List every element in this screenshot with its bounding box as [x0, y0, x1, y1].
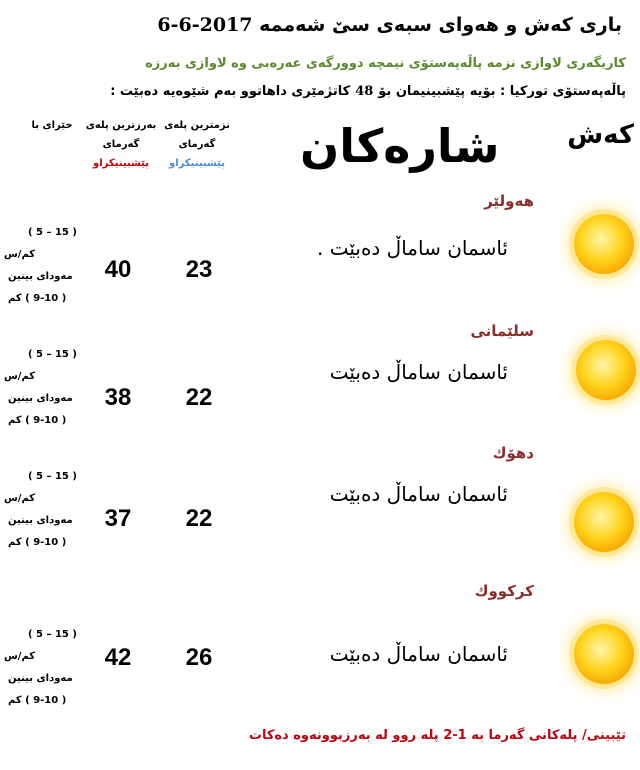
wind-range: ( 5 – 15 ) — [28, 471, 77, 482]
condition-text: ئاسمان ساماڵ دەبێت — [329, 482, 508, 506]
condition-text: ئاسمان ساماڵ دەبێت . — [316, 236, 508, 260]
header-min-line3: پێشبینیكراو — [168, 158, 226, 169]
header-cities: شارەكان — [300, 119, 500, 173]
visibility-label: مەودای بینین — [8, 393, 73, 404]
max-temp: 42 — [104, 644, 132, 671]
min-temp: 23 — [185, 256, 213, 283]
forecast-line-b: كاتژمێری داهاتوو بەم شێوەیە دەبێت : — [110, 84, 351, 99]
sun-icon — [576, 340, 636, 400]
header-max-line1: بەرزترین پلەی — [85, 120, 157, 131]
visibility-range: ( 9-10 ) كم — [8, 537, 67, 548]
header-min-temp — [164, 116, 230, 173]
min-temp: 22 — [185, 505, 213, 532]
visibility-label: مەودای بینین — [8, 673, 73, 684]
wind-info — [0, 344, 88, 432]
header-max-temp — [80, 116, 162, 173]
wind-info — [0, 624, 88, 712]
max-temp: 38 — [104, 384, 132, 411]
subtitle: كاریگەری لاوازی نزمە پاڵەپەستۆی نیمچە دوورگەی عەرەبی وە لاوازی بەرزە — [145, 56, 626, 71]
city-name: هەولێر — [484, 192, 534, 210]
visibility-label: مەودای بینین — [8, 515, 73, 526]
wind-range: ( 5 – 15 ) — [28, 349, 77, 360]
header-max-line2: گەرمای — [102, 139, 140, 150]
header-min-line1: نزمترین پلەی — [164, 120, 230, 131]
header-weather: كەش — [567, 120, 634, 150]
forecast-line-a: پاڵەپەستۆی توركیا : بۆیە پێشبینیمان بۆ — [378, 84, 626, 99]
visibility-range: ( 9-10 ) كم — [8, 695, 67, 706]
wind-unit: كم/س — [4, 371, 36, 382]
wind-info — [0, 222, 88, 310]
visibility-range: ( 9-10 ) كم — [8, 293, 67, 304]
condition-text: ئاسمان ساماڵ دەبێت — [329, 642, 508, 666]
max-temp: 37 — [104, 505, 132, 532]
city-name: سلێمانی — [470, 322, 534, 340]
min-temp: 26 — [185, 644, 213, 671]
visibility-range: ( 9-10 ) كم — [8, 415, 67, 426]
city-name: كركووك — [474, 582, 534, 600]
note: تێبینی/ پلەكانی گەرما بە 1-2 پلە روو لە بەرزبوونەوە دەكات — [248, 728, 626, 743]
header-min-line2: گەرمای — [178, 139, 216, 150]
wind-unit: كم/س — [4, 249, 36, 260]
wind-info — [0, 466, 88, 554]
city-name: دهۆك — [492, 444, 534, 462]
header-max-line3: پێشبینیكراو — [92, 158, 150, 169]
max-temp: 40 — [104, 256, 132, 283]
wind-unit: كم/س — [4, 651, 36, 662]
condition-text: ئاسمان ساماڵ دەبێت — [329, 360, 508, 384]
title-text: باری كەش و هەوای سبەی سێ شەممە — [259, 14, 622, 36]
min-temp: 22 — [185, 384, 213, 411]
wind-range: ( 5 – 15 ) — [28, 629, 77, 640]
title-date: 2017-6-6 — [157, 14, 253, 36]
sun-icon — [574, 492, 634, 552]
visibility-label: مەودای بینین — [8, 271, 73, 282]
forecast-hours: 48 — [355, 84, 374, 99]
sun-icon — [574, 624, 634, 684]
header-wind: خێرای با — [31, 120, 73, 131]
forecast-line — [110, 84, 626, 99]
wind-unit: كم/س — [4, 493, 36, 504]
wind-range: ( 5 – 15 ) — [28, 227, 77, 238]
sun-icon — [574, 214, 634, 274]
page-title — [145, 14, 622, 36]
